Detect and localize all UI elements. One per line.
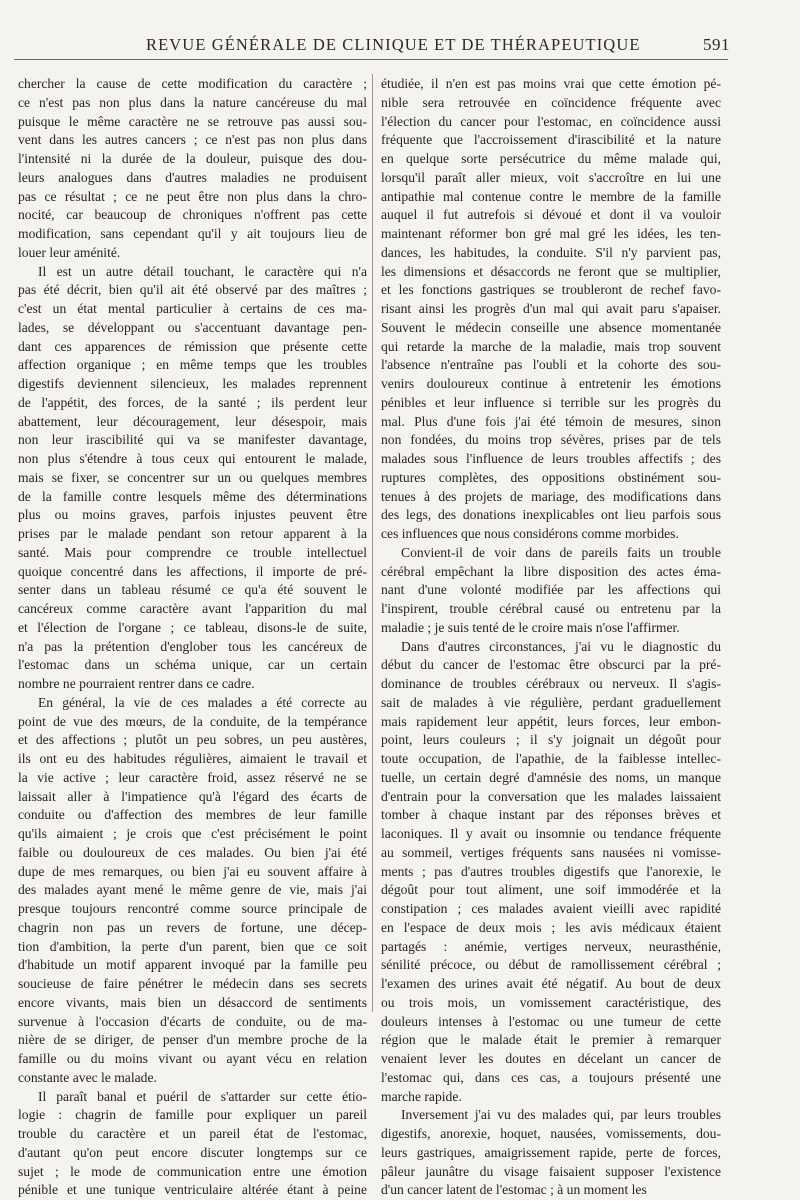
text-line: dégoût pour tout aliment, une soif immodérée et la [381,882,721,898]
text-line: région que le malade était le premier à remarquer [381,1032,721,1048]
text-line: vent dans les autres cancers ; ce n'est pas non plus dans [18,132,367,148]
text-line: Il est un autre détail touchant, le caractère qui n'a [38,263,367,279]
text-line: puisque le même caractère ne se retrouve pas aussi sou- [18,113,367,129]
left-column [18,75,367,1200]
header-rule [14,59,728,60]
text-line: fréquente que l'accroissement d'irascibilité et la nature [381,132,721,148]
text-line: douleurs intenses à l'estomac ou une tumeur de cette [381,1013,721,1029]
text-line: chagrin non pas un revers de fortune, une décep- [18,919,367,935]
text-line: nant d'une volonté modifiée par les affections qui [381,582,721,598]
text-line: pas été décrit, bien qu'il ait été observé par des maîtres ; [18,282,367,298]
text-line: début du cancer de l'estomac être obscurci par la pré- [381,657,721,673]
text-line: l'inspirent, trouble cérébral causé ou entretenu par la [381,601,721,616]
text-line: point, leurs couleurs ; il s'y joignait un dégoût pour [381,732,721,748]
text-line: maintenant réformer bon gré mal gré les idées, les ten- [381,226,721,241]
text-line: non fondées, du moins trop sévères, prises par de tels [381,432,721,448]
text-line: chercher la cause de cette modification du caractère ; [18,76,367,91]
text-line: venaient lever les doutes en décelant un cancer de [381,1051,721,1066]
text-line: sénilité précoce, ou début de ramollissement cérébral ; [381,957,721,973]
text-line: et l'élection de l'organe ; ce tableau, disons-le de suite, [18,619,367,635]
text-line: soucieuse de faire pénétrer le médecin dans ses secrets [18,976,367,991]
text-line: dances, les habitudes, la conduite. S'il n'y parvient pas, [381,244,721,260]
text-line: pénible et une tunique ventriculaire altérée étant à peine [18,1182,367,1198]
text-line: lades, se développant ou s'accentuant davantage pen- [18,319,367,335]
text-line: lorsqu'il paraît aller mieux, voit s'accroître en lui une [381,169,721,185]
text-line: tenues à des projets de mariage, des modifications dans [381,488,721,504]
text-line: pénibles et leur influence si terrible sur les progrès du [381,394,721,410]
text-line: Dans d'autres circonstances, j'ai vu le diagnostic du [401,638,721,654]
text-line: affection organique ; en même temps que les troubles [18,357,367,373]
text-line: l'élection du cancer pour l'estomac, en coïncidence aussi [381,113,721,129]
text-line: cérébral empêchant la libre disposition des actes éma- [381,563,721,579]
text-line: point de vue des mœurs, de la conduite, de la tempérance [18,713,367,729]
text-line: logie : chagrin de famille pour expliquer un pareil [18,1107,367,1123]
text-line: l'absence n'entraîne pas l'oubli et la cohorte des sou- [381,357,721,373]
page-number: 591 [703,35,730,54]
text-line: la vie active ; leur caractère froid, assez réservé ne se [18,769,367,785]
text-line: Souvent le médecin conseille une absence momentanée [381,319,721,335]
text-line: l'examen des urines avait été négatif. Au bout de deux [381,976,721,991]
text-line: tuelle, un certain degré d'amnésie des noms, un manque [381,769,721,785]
text-line: famille ou du moins vivant ou ayant vécu en relation [18,1051,367,1066]
text-line: pas ce résultat ; ce ne peut être non plus dans la chro- [18,188,367,204]
text-line: sujet ; le mode de communication entre une émotion [18,1163,367,1179]
text-line: l'estomac qui, dans ces cas, a toujours présenté une [381,1069,721,1085]
text-line: malades sous l'influence de leurs troubles affectifs ; des [381,451,721,466]
running-head: REVUE GÉNÉRALE DE CLINIQUE ET DE THÉRAPEUTIQUE [146,35,641,54]
text-line: venirs douloureux continue à entretenir les émotions [381,376,721,391]
column-divider [372,74,373,1012]
text-line: c'est un état mental particulier à certains de ces ma- [18,301,367,316]
text-line: d'un cancer latent de l'estomac ; à un moment les [381,1182,647,1198]
text-line: leurs analogues dans d'autres maladies ne produisent [18,169,367,185]
text-line: auquel il fut autrefois si dévoué et dont il va vouloir [381,207,721,223]
text-line: en l'espace de deux mois ; les avis médicaux étaient [381,919,721,935]
text-line: ments ; pas d'autres troubles digestifs que l'anorexie, le [381,863,721,879]
text-line: d'autant qu'on peut encore discuter longtemps sur ce [18,1144,367,1160]
text-line: mais rapidement leur appétit, leurs forces, leur embon- [381,713,721,729]
text-line: modification, sans cependant qu'il y ait toujours lieu de [18,226,367,241]
text-line: au sommeil, vertiges fréquents sans nausées ni vomisse- [381,844,721,860]
text-line: cancéreux comme caractère avant l'apparition du mal [18,601,367,616]
text-line: en quelque sorte persécutrice du même malade qui, [381,151,721,166]
text-line: d'entrain pour la conversation que les malades laissaient [381,788,721,804]
right-column [381,75,721,1200]
text-line: antipathie mal contenue contre le membre de la famille [381,188,721,204]
text-line: partagés : anémie, vertiges nerveux, neurasthénie, [381,938,721,954]
text-line: nombre ne pourraient rentrer dans ce cadre. [18,676,255,691]
text-line: des legs, des donations inexplicables ont lieu parfois sous [381,507,721,523]
text-line: ou trois mois, un vomissement caractéristique, des [381,994,721,1010]
text-line: marche rapide. [381,1088,462,1104]
text-line: étudiée, il n'en est pas moins vrai que cette émotion pé- [381,76,721,91]
text-line: toute occupation, de l'apathie, de la faiblesse intellec- [381,751,721,766]
text-line: Inversement j'ai vu des malades qui, par leurs troubles [401,1107,721,1123]
text-line: digestifs, anorexie, hoquet, nausées, vomissements, dou- [381,1126,721,1141]
text-line: dominance de troubles cérébraux ou nerveux. Il s'agis- [381,676,721,691]
text-line: et des affections ; plutôt un peu sobres, un peu austères, [18,732,367,748]
text-line: non leur irascibilité qui va se manifester davantage, [18,432,367,448]
text-line: nière de se diriger, de penser d'un membre proche de la [18,1032,367,1048]
page-header [18,33,730,57]
text-line: quoique concentré dans les affections, il importe de pré- [18,563,367,579]
text-line: les dimensions et désaccords ne feront que se multiplier, [381,263,721,279]
text-line: l'estomac dans un schéma unique, car un certain [18,657,367,673]
text-line: laissait aller à l'impatience qu'à l'égard des écarts de [18,788,367,804]
text-line: des malades ayant mené le même genre de vie, mais j'ai [18,882,367,898]
text-line: ce n'est pas non plus dans la nature cancéreuse du mal [18,94,367,110]
text-line: ruptures complètes, des oppositions obstinément sou- [381,469,721,485]
text-line: dupe de mes remarques, ou bien j'ai eu souvent affaire à [18,863,367,879]
text-line: plus ou moins graves, parfois injustes peuvent être [18,507,367,523]
text-line: Convient-il de voir dans de pareils faits un trouble [401,544,721,560]
text-line: conduite ou d'affection des membres de leur famille [18,807,367,823]
text-line: de la famille contre lesquels même des déterminations [18,488,367,504]
text-line: santé. Mais pour comprendre ce trouble intellectuel [18,544,367,560]
text-line: ils ont eu des habitudes régulières, aimaient le travail et [18,751,367,766]
text-line: trouble du caractère et un pareil état de l'estomac, [18,1126,367,1141]
text-line: senter dans un tableau résumé ce qu'a été souvent le [18,582,367,598]
text-line: louer leur aménité. [18,244,121,260]
text-line: non plus s'étendre à tous ceux qui entourent le malade, [18,451,367,466]
text-line: constipation ; ces malades avaient vieilli avec rapidité [381,901,721,916]
text-line: dant ces apparences de rémission que présente cette [18,338,367,354]
text-line: constante avec le malade. [18,1069,157,1085]
text-line: digestifs deviennent silencieux, les malades reprennent [18,376,367,391]
text-line: ces influences que nous considérons comme morbides. [381,526,679,541]
text-line: encore vivants, mais bien un désaccord de sentiments [18,994,367,1010]
text-line: qui retarde la marche de la maladie, mais trop souvent [381,338,721,354]
text-line: mal. Plus d'une fois j'ai été témoin de mesures, sinon [381,413,721,429]
text-line: maladie ; je suis tenté de le croire mais n'ose l'affirmer. [381,619,680,635]
text-line: Il paraît banal et puéril de s'attarder sur cette étio- [38,1088,367,1104]
text-line: abattement, leur découragement, leur désespoir, mais [18,413,367,429]
text-line: nible sera retrouvée en coïncidence fréquente avec [381,94,721,110]
text-line: sait de malades à vie régulière, perdant graduellement [381,694,721,710]
text-line: laconiques. Il y avait ou insomnie ou tendance fréquente [381,826,721,841]
text-line: n'a pas la prétention d'englober tous les cancéreux de [18,638,367,654]
text-line: l'intensité ni la durée de la douleur, puisque des dou- [18,151,367,166]
text-line: de l'appétit, des forces, de la santé ; ils perdent leur [18,394,367,410]
text-line: qu'ils aimaient ; je crois que c'est précisément le point [18,826,367,841]
text-line: En général, la vie de ces malades a été correcte au [38,694,367,710]
text-line: mais se fixer, se concentrer sur un ou quelques membres [18,469,367,485]
text-line: nocité, car beaucoup de chroniques n'offrent pas cette [18,207,367,223]
text-line: faible ou douloureux de ces malades. Ou bien j'ai été [18,844,367,860]
text-line: et les fonctions gastriques se troubleront de rechef favo- [381,282,721,298]
text-line: tion d'ambition, la perte d'un parent, bien que ce soit [18,938,367,954]
text-line: tomber à chaque instant par des réponses brèves et [381,807,721,823]
text-line: risant ainsi les progrès d'un mal qui avait paru s'apaiser. [381,301,721,316]
text-line: survenue à l'occasion d'écarts de conduite, ou de ma- [18,1013,367,1029]
text-line: leurs gastriques, amaigrissement rapide, perte de forces, [381,1144,721,1160]
text-line: pâleur jaunâtre du visage faisaient supposer l'existence [381,1163,721,1179]
text-line: d'habitude un motif apparent invoqué par la famille peu [18,957,367,973]
text-line: prises par le malade pendant son retour apparent à la [18,526,367,541]
text-line: presque toujours rencontré comme source principale de [18,901,367,916]
